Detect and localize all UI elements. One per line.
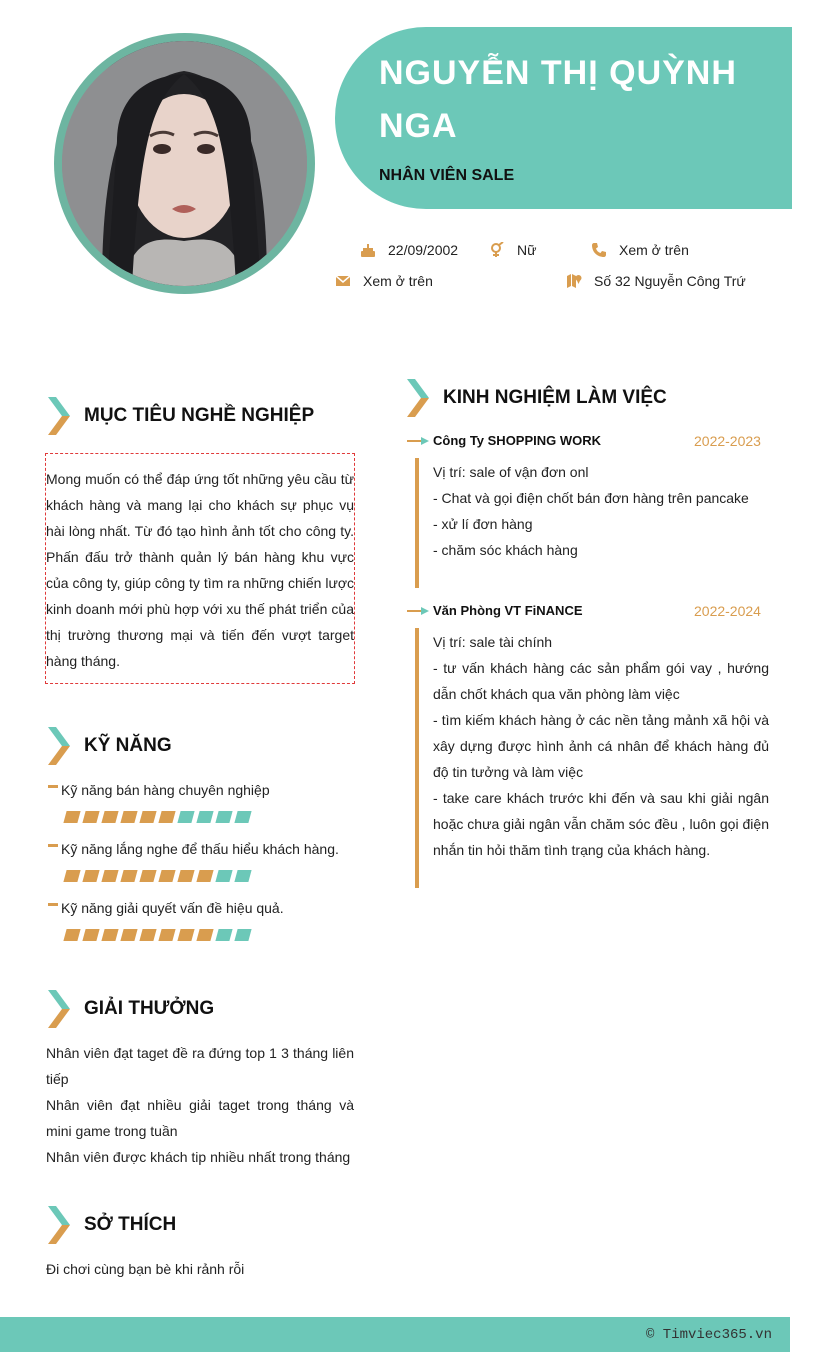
- skill-segment: [120, 929, 137, 941]
- skill-segment: [177, 811, 194, 823]
- avatar-frame: [54, 33, 315, 294]
- timeline-line: [415, 458, 419, 588]
- skill-segment: [82, 929, 99, 941]
- skill-segment: [120, 870, 137, 882]
- hobbies-text: Đi chơi cùng bạn bè khi rảnh rỗi: [46, 1261, 245, 1277]
- gender-info: [489, 242, 536, 258]
- skill-segment: [215, 870, 232, 882]
- company-name: Công Ty SHOPPING WORK: [433, 433, 602, 448]
- skill-segment: [177, 870, 194, 882]
- portrait-photo: [62, 41, 307, 286]
- birthday-value: 22/09/2002: [388, 242, 459, 258]
- skill-segment: [101, 811, 118, 823]
- avatar: [62, 41, 307, 286]
- experience-company: [407, 603, 583, 618]
- skill-segment: [234, 811, 251, 823]
- awards-heading: [46, 988, 214, 1030]
- birthday-info: [360, 242, 458, 258]
- skill-segment: [234, 870, 251, 882]
- chevron-icon: [46, 395, 72, 437]
- gender-value: Nữ: [517, 242, 537, 258]
- skill-segment: [82, 870, 99, 882]
- skill-segment: [158, 870, 175, 882]
- experience-period: 2022-2024: [694, 603, 761, 619]
- skill-bar: [65, 870, 250, 882]
- hobbies-heading: [46, 1204, 176, 1246]
- experience-details: Vị trí: sale of vận đơn onl - Chat và gọi điện chốt bán đơn hàng trên pancake - xử lí đơn hàng - chăm sóc khách hàng: [433, 464, 749, 558]
- address-info: [566, 273, 746, 289]
- skill-segment: [82, 811, 99, 823]
- company-name: Văn Phòng VT FiNANCE: [433, 603, 583, 618]
- arrow-icon: [407, 437, 429, 445]
- skill-segment: [101, 929, 118, 941]
- skills-title: KỸ NĂNG: [84, 735, 172, 756]
- arrow-icon: [407, 607, 429, 615]
- footer-brand: © Timviec365.vn: [645, 1327, 772, 1343]
- timeline-line: [415, 628, 419, 888]
- objective-box: [45, 453, 355, 684]
- chevron-icon: [46, 988, 72, 1030]
- mail-icon: [335, 273, 351, 289]
- objective-title: MỤC TIÊU NGHỀ NGHIỆP: [84, 405, 315, 426]
- skill-segment: [63, 929, 80, 941]
- footer-bar: [0, 1317, 790, 1352]
- skill-segment: [177, 929, 194, 941]
- chevron-icon: [405, 377, 431, 419]
- skill-segment: [139, 870, 156, 882]
- experience-details: Vị trí: sale tài chính - tư vấn khách hàng các sản phẩm gói vay , hướng dẫn chốt khách qua văn phòng làm việc - tìm kiếm khách hàng ở các nền tảng mảnh xã hội và xây dựng được hình ảnh cá nhân để khách hàng đủ độ tin tưởng và làm việc - take care khách trước khi đến và sau khi giải ngân hoặc chưa giải ngân vẫn chăm sóc đều , luôn gọi điện nhắn tin hỏi thăm tình trạng của khách hàng.: [433, 634, 769, 858]
- skill-label: Kỹ năng lắng nghe để thấu hiểu khách hàng.: [61, 841, 339, 857]
- objective-heading: [46, 395, 314, 437]
- skill-segment: [120, 811, 137, 823]
- objective-text: Mong muốn có thể đáp ứng tốt những yêu cầu từ khách hàng và mang lại cho khách sự phục vụ hài lòng nhất. Từ đó tạo hình ảnh tốt cho công ty. Phấn đấu trở thành quản lý bán hàng khu vực của công ty, giúp công ty tìm ra những chiến lược kinh doanh mới phù hợp với xu thế phát triển của thị trường thương mại và tiến đến vượt target hàng tháng.: [46, 471, 354, 669]
- phone-value: Xem ở trên: [619, 242, 689, 258]
- skill-segment: [215, 811, 232, 823]
- skill-segment: [196, 929, 213, 941]
- awards-title: GIẢI THƯỞNG: [84, 998, 215, 1019]
- job-title: NHÂN VIÊN SALE: [379, 167, 515, 184]
- experience-company: [407, 433, 601, 448]
- skill-bar: [65, 929, 250, 941]
- skill-segment: [215, 929, 232, 941]
- skills-heading: [46, 725, 172, 767]
- candidate-name: NGUYỄN THỊ QUỲNH NGA: [379, 54, 737, 145]
- chevron-icon: [46, 725, 72, 767]
- skill-label: Kỹ năng bán hàng chuyên nghiệp: [61, 782, 270, 798]
- skill-segment: [63, 811, 80, 823]
- hobbies-title: SỞ THÍCH: [84, 1214, 177, 1235]
- skill-segment: [196, 870, 213, 882]
- gender-icon: [489, 242, 505, 258]
- map-icon: [566, 273, 582, 289]
- address-value: Số 32 Nguyễn Công Trứ: [594, 273, 746, 289]
- skill-segment: [158, 929, 175, 941]
- cake-icon: [360, 242, 376, 258]
- experience-period: 2022-2023: [694, 433, 761, 449]
- name-banner: [335, 27, 792, 209]
- skill-segment: [196, 811, 213, 823]
- skill-bar: [65, 811, 250, 823]
- skill-segment: [158, 811, 175, 823]
- phone-info: [591, 242, 689, 258]
- skill-segment: [139, 929, 156, 941]
- experience-title: KINH NGHIỆM LÀM VIỆC: [443, 387, 667, 408]
- skill-segment: [101, 870, 118, 882]
- awards-text: Nhân viên đạt taget đề ra đứng top 1 3 tháng liên tiếp Nhân viên đạt nhiều giải taget trong tháng và mini game trong tuần Nhân viên được khách tip nhiều nhất trong tháng: [46, 1045, 354, 1165]
- email-info: [335, 273, 433, 289]
- chevron-icon: [46, 1204, 72, 1246]
- phone-icon: [591, 242, 607, 258]
- skill-label: Kỹ năng giải quyết vấn đề hiệu quả.: [61, 900, 284, 916]
- skill-segment: [234, 929, 251, 941]
- experience-heading: [405, 377, 667, 419]
- skill-segment: [63, 870, 80, 882]
- email-value: Xem ở trên: [363, 273, 433, 289]
- skill-segment: [139, 811, 156, 823]
